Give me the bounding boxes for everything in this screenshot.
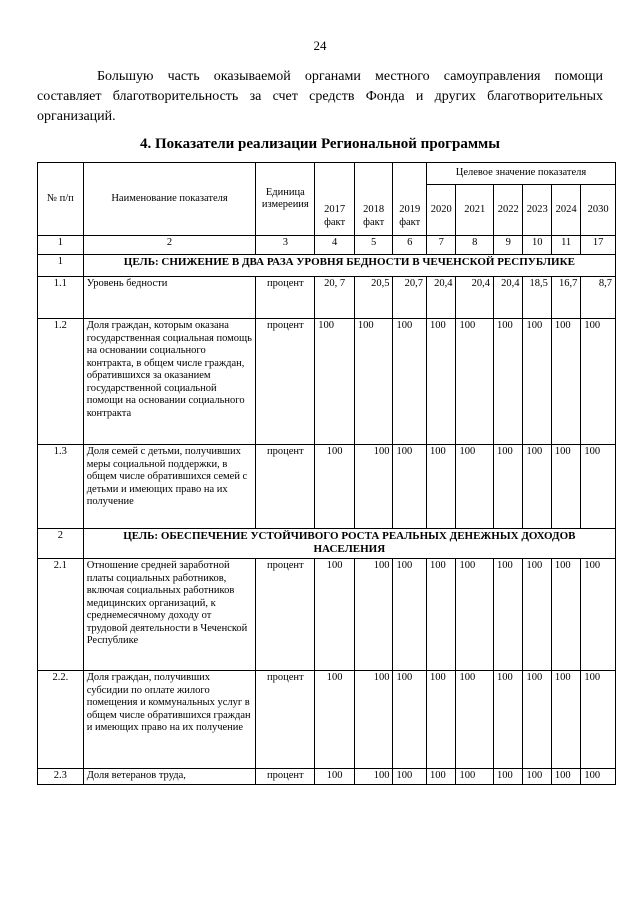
value-cell: 100 [426, 445, 455, 529]
section-title: 4. Показатели реализации Региональной программы [140, 136, 500, 152]
header-2018: 2018 факт [354, 163, 393, 236]
goal-row [38, 255, 616, 277]
column-number: 17 [581, 236, 616, 255]
column-number: 8 [456, 236, 494, 255]
value-cell: 20, 7 [315, 277, 355, 319]
value-cell: 100 [581, 671, 616, 769]
value-cell: 100 [426, 671, 455, 769]
value-cell: 100 [354, 319, 393, 445]
value-cell: 100 [581, 559, 616, 671]
header-2030: 2030 [581, 185, 616, 236]
indicator-name: Доля граждан, которым оказана государственная социальная помощь на основании социального контракта, в общем числе граждан, обратившихся за оказанием государственной социальной помощи на основании социального контракта [83, 319, 256, 445]
value-cell: 100 [581, 769, 616, 785]
value-cell: 100 [315, 671, 355, 769]
value-cell: 100 [494, 559, 523, 671]
indicator-name: Отношение средней заработной платы социальных работников, включая социальных работников медицинских организаций, к среднемесячному доходу от трудовой деятельности в Чеченской Республике [83, 559, 256, 671]
value-cell: 100 [315, 445, 355, 529]
unit-cell: процент [256, 445, 315, 529]
unit-cell: процент [256, 559, 315, 671]
indicators-table [37, 162, 616, 785]
indicator-name: Доля ветеранов труда, [83, 769, 256, 785]
header-2023: 2023 [523, 185, 551, 236]
header-2024: 2024 [551, 185, 580, 236]
value-cell: 100 [551, 319, 580, 445]
value-cell: 100 [354, 445, 393, 529]
row-number: 1.2 [38, 319, 84, 445]
row-number: 1.3 [38, 445, 84, 529]
row-number: 2.1 [38, 559, 84, 671]
unit-cell: процент [256, 671, 315, 769]
header-num: № п/п [38, 163, 84, 236]
value-cell: 100 [494, 769, 523, 785]
value-cell: 100 [523, 671, 551, 769]
goal-number: 1 [38, 255, 84, 277]
value-cell: 100 [393, 769, 427, 785]
value-cell: 100 [494, 445, 523, 529]
value-cell: 100 [426, 559, 455, 671]
value-cell: 20,4 [456, 277, 494, 319]
header-2017: 2017 факт [315, 163, 355, 236]
header-unit: Единица измереиия [256, 163, 315, 236]
goal-title: ЦЕЛЬ: СНИЖЕНИЕ В ДВА РАЗА УРОВНЯ БЕДНОСТИ В ЧЕЧЕНСКОЙ РЕСПУБЛИКЕ [83, 255, 615, 277]
header-target-group: Целевое значение показателя [426, 163, 615, 185]
value-cell: 100 [393, 319, 427, 445]
value-cell: 100 [393, 559, 427, 671]
unit-cell: процент [256, 319, 315, 445]
column-number: 10 [523, 236, 551, 255]
value-cell: 20,4 [426, 277, 455, 319]
indicator-name: Доля граждан, получивших субсидии по оплате жилого помещения и коммунальных услуг в общем числе обратившихся граждан и имеющих право на их получение [83, 671, 256, 769]
goal-row [38, 529, 616, 559]
value-cell: 100 [456, 671, 494, 769]
goal-number: 2 [38, 529, 84, 559]
indicator-name: Уровень бедности [83, 277, 256, 319]
intro-paragraph: Большую часть оказываемой органами местного самоуправления помощи составляет благотворительность за счет средств Фонда и других благотворительных организаций. [37, 69, 603, 124]
value-cell: 100 [494, 671, 523, 769]
value-cell: 100 [426, 319, 455, 445]
table-row [38, 277, 616, 319]
column-number: 2 [83, 236, 256, 255]
unit-cell: процент [256, 769, 315, 785]
value-cell: 20,5 [354, 277, 393, 319]
value-cell: 100 [494, 319, 523, 445]
table-row [38, 559, 616, 671]
value-cell: 100 [354, 671, 393, 769]
value-cell: 100 [456, 559, 494, 671]
indicator-name: Доля семей с детьми, получивших меры социальной поддержки, в общем числе обратившихся семей с детьми и имеющих право на их получение [83, 445, 256, 529]
value-cell: 100 [315, 769, 355, 785]
value-cell: 20,7 [393, 277, 427, 319]
value-cell: 100 [551, 445, 580, 529]
value-cell: 100 [523, 445, 551, 529]
value-cell: 100 [581, 445, 616, 529]
value-cell: 100 [393, 671, 427, 769]
value-cell: 100 [551, 671, 580, 769]
header-2020: 2020 [426, 185, 455, 236]
table-row [38, 769, 616, 785]
table-row [38, 445, 616, 529]
column-number-row [38, 236, 616, 255]
row-number: 2.3 [38, 769, 84, 785]
header-2019: 2019 факт [393, 163, 427, 236]
value-cell: 100 [581, 319, 616, 445]
value-cell: 100 [393, 445, 427, 529]
header-2022: 2022 [494, 185, 523, 236]
column-number: 5 [354, 236, 393, 255]
value-cell: 100 [354, 559, 393, 671]
column-number: 7 [426, 236, 455, 255]
column-number: 1 [38, 236, 84, 255]
column-number: 4 [315, 236, 355, 255]
page-number: 24 [313, 38, 327, 53]
table-row [38, 671, 616, 769]
unit-cell: процент [256, 277, 315, 319]
value-cell: 100 [551, 559, 580, 671]
value-cell: 100 [354, 769, 393, 785]
goal-title: ЦЕЛЬ: ОБЕСПЕЧЕНИЕ УСТОЙЧИВОГО РОСТА РЕАЛЬНЫХ ДЕНЕЖНЫХ ДОХОДОВ НАСЕЛЕНИЯ [83, 529, 615, 559]
column-number: 6 [393, 236, 427, 255]
header-2021: 2021 [456, 185, 494, 236]
value-cell: 100 [456, 769, 494, 785]
row-number: 2.2. [38, 671, 84, 769]
value-cell: 100 [315, 319, 355, 445]
value-cell: 100 [426, 769, 455, 785]
value-cell: 100 [523, 769, 551, 785]
column-number: 3 [256, 236, 315, 255]
value-cell: 100 [523, 319, 551, 445]
header-name: Наименование показателя [83, 163, 256, 236]
value-cell: 100 [456, 319, 494, 445]
value-cell: 100 [315, 559, 355, 671]
row-number: 1.1 [38, 277, 84, 319]
value-cell: 8,7 [581, 277, 616, 319]
value-cell: 16,7 [551, 277, 580, 319]
value-cell: 20,4 [494, 277, 523, 319]
column-number: 11 [551, 236, 580, 255]
table-row [38, 319, 616, 445]
value-cell: 100 [551, 769, 580, 785]
value-cell: 100 [523, 559, 551, 671]
value-cell: 100 [456, 445, 494, 529]
column-number: 9 [494, 236, 523, 255]
value-cell: 18,5 [523, 277, 551, 319]
